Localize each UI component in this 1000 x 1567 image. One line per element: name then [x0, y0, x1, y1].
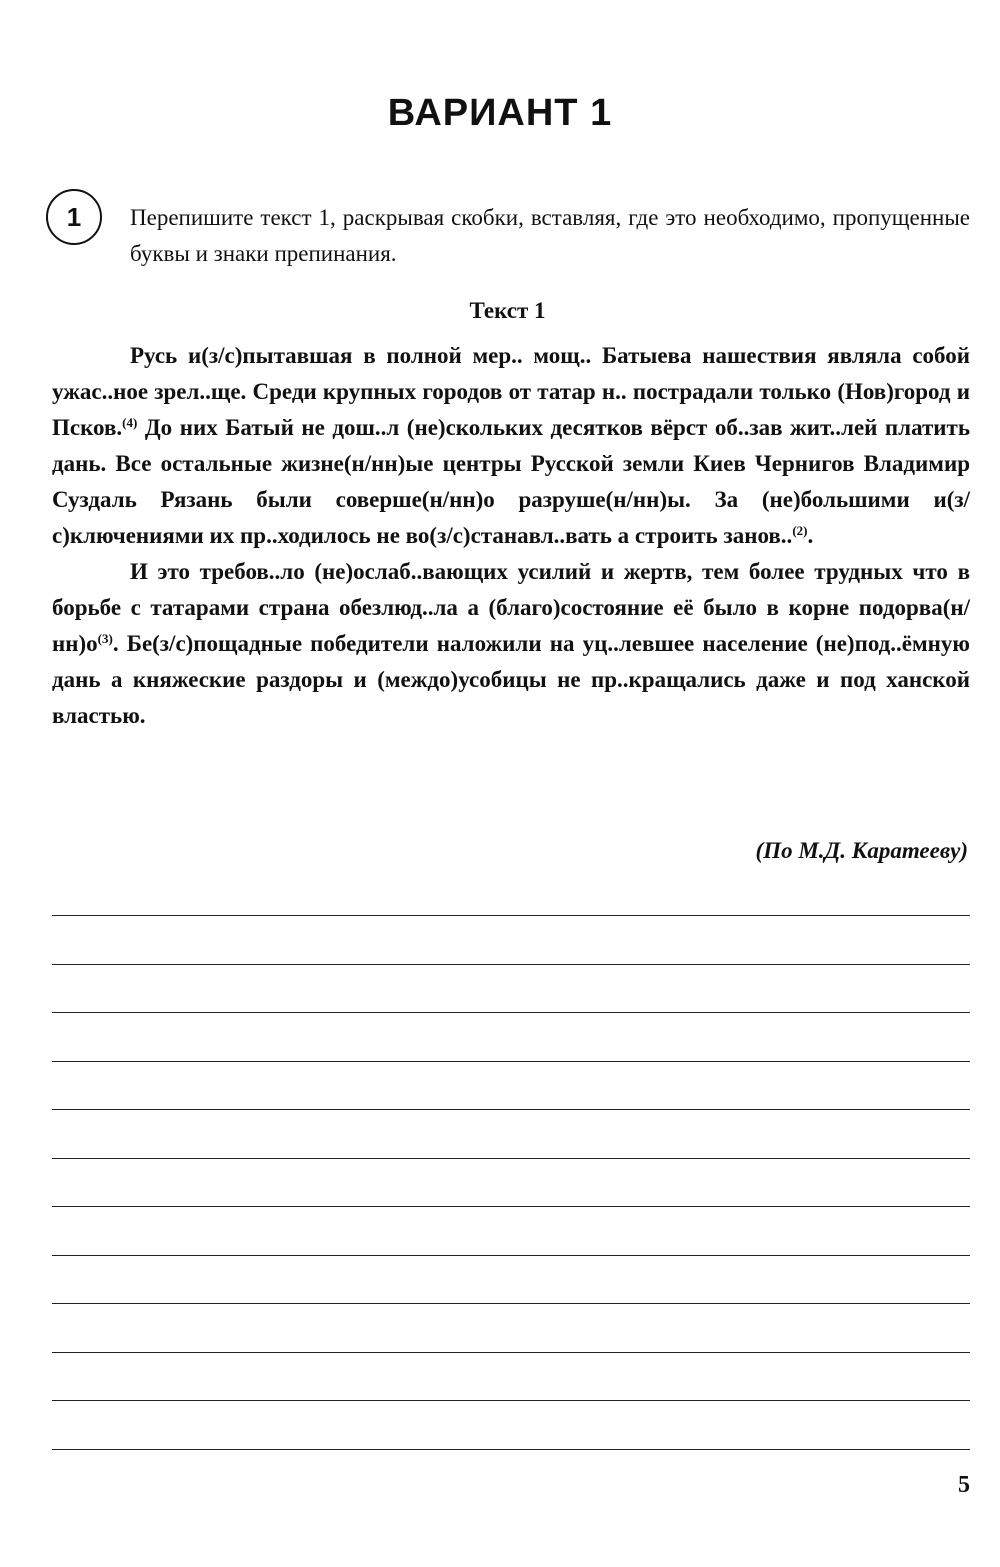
task-number-badge: 1: [46, 189, 102, 245]
paragraph-2-part-2: . Бе(з/с)пощадные победители наложили на уц..левшее население (не)под..ёмную дань а княжеские раздоры и (междо)усобицы не пр..кращались даже и под ханской властью.: [52, 631, 970, 728]
answer-lines: [52, 915, 970, 1497]
task-instruction: Перепишите текст 1, раскрывая скобки, вставляя, где это необходимо, пропущенные буквы и знаки препинания.: [130, 205, 970, 266]
text-heading: Текст 1: [469, 298, 546, 323]
answer-line: [52, 915, 970, 964]
answer-line: [52, 1206, 970, 1255]
paragraph-1-part-3: .: [807, 523, 814, 548]
paragraph-1-part-2: До них Батый не дош..л (не)скольких десятков вёрст об..зав жит..лей платить дань. Все остальные жизне(н/нн)ые центры Русской земли Киев Чернигов Владимир Суздаль Рязань были соверше(н/нн)о разруше(н/нн)ы. За (не)большими и(з/с)ключениями их пр..ходилось не во(з/с)станавл..вать а строить занов..: [52, 415, 970, 548]
paragraph-1: [52, 338, 970, 554]
paragraph-1-part-1: Русь и(з/с)пытавшая в полной мер.. мощ.. Батыева нашествия являла собой ужас..ное зрел..ще. Среди крупных городов от татар н.. пострадали только (Нов)город и Псков.: [52, 343, 970, 440]
answer-line: [52, 1400, 970, 1449]
answer-line: [52, 1012, 970, 1061]
paragraph-2-part-1: И это требов..ло (не)ослаб..вающих усилий и жертв, тем более трудных что в борьбе с татарами страна обезлюд..ла а (благо)состояние её было в корне подорва(н/нн)о: [52, 559, 970, 656]
footnote-ref-4: (4): [122, 415, 138, 430]
answer-line: [52, 1158, 970, 1207]
paragraph-2: [52, 554, 970, 734]
answer-line: [52, 1449, 970, 1498]
page-number: 5: [958, 1472, 970, 1498]
answer-line: [52, 1109, 970, 1158]
answer-line: [52, 964, 970, 1013]
answer-line: [52, 1303, 970, 1352]
footnote-ref-3: (3): [97, 631, 113, 646]
footnote-ref-2: (2): [792, 523, 808, 538]
page-title: ВАРИАНТ 1: [387, 92, 613, 134]
answer-line: [52, 1352, 970, 1401]
passage: [52, 338, 970, 734]
answer-line: [52, 1255, 970, 1304]
text-source: (По М.Д. Каратееву): [755, 838, 968, 863]
answer-line: [52, 1061, 970, 1110]
